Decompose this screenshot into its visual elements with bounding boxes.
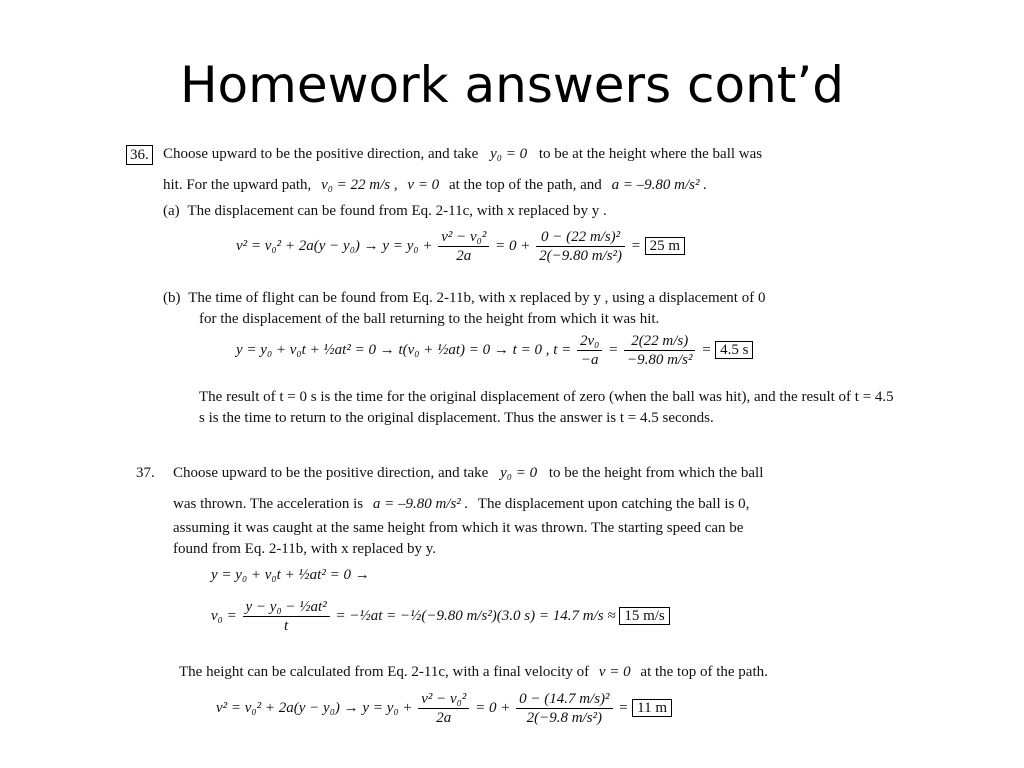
p36-line1a: Choose upward to be the positive direction, and take (163, 146, 479, 162)
p36-line2-eq2: v = 0 (407, 177, 440, 193)
p37-height-text2: at the top of the path. (640, 664, 768, 680)
p36-eq-a-frac1 (438, 228, 489, 265)
p37-eq2-rhs: = −½at = −½(−9.80 m/s²)(3.0 s) = 14.7 m/s ≈ (335, 607, 616, 624)
p37-eq3-frac1-num: v² − v₀² (418, 690, 469, 709)
p37-line4: found from Eq. 2-11b, with x replaced by y. (173, 541, 436, 557)
p36-eq-a-frac2-den: 2(−9.80 m/s²) (539, 248, 623, 264)
p36-line2b: at the top of the path, and (448, 177, 602, 193)
p36-eq-b-frac1-den: −a (580, 352, 599, 368)
p37-eq3-frac2 (516, 690, 612, 727)
p36-b-label: (b) (163, 290, 181, 306)
p37-line1-eq: y₀ = 0 (500, 465, 538, 481)
p36-eq-b-part1: y = y₀ + v₀t + ½at² = 0 → t(v₀ + ½at) = 0 → t = 0 , t = (236, 341, 572, 358)
p37-eq3 (216, 690, 672, 727)
p36-part-a (163, 202, 607, 220)
p37-eq3-frac2-den: 2(−9.8 m/s²) (526, 710, 603, 726)
p37-eq1: y = y₀ + v₀t + ½at² = 0 → (211, 567, 370, 583)
p37-height-eq: v = 0 (598, 664, 631, 680)
p37-eq2 (211, 598, 670, 635)
p37-eq3-part3: = (618, 699, 629, 716)
p36-eq-a-frac2 (536, 228, 625, 265)
p36-eq-a-frac1-num: v² − v₀² (438, 228, 489, 247)
p36-a-text: The displacement can be found from Eq. 2-11c, with x replaced by y . (187, 203, 607, 219)
p36-b-text2: for the displacement of the ball returning to the height from which it was hit. (199, 311, 660, 327)
p36-eq-b-part2: = (608, 341, 619, 358)
p36-line2a: hit. For the upward path, (163, 177, 312, 193)
p36-eq-b-frac2-num: 2(22 m/s) (624, 332, 695, 351)
p36-line1 (163, 145, 762, 163)
p36-eq-a-frac1-den: 2a (456, 248, 472, 264)
problem-36-number: 36. (126, 145, 153, 165)
p37-eq3-frac1-den: 2a (436, 710, 452, 726)
p37-eq2-frac (243, 598, 330, 635)
p37-eq3-part1: v² = v₀² + 2a(y − y₀) → y = y₀ + (216, 699, 413, 716)
p36-eq-b-frac1 (577, 332, 602, 369)
p37-line2a: was thrown. The acceleration is (173, 496, 364, 512)
p36-answer-a: 25 m (645, 237, 685, 255)
p37-line1 (173, 464, 763, 482)
slide-title: Homework answers cont’d (179, 56, 845, 114)
p37-answer-height: 11 m (632, 699, 672, 717)
p36-line1-eq: y₀ = 0 (490, 146, 528, 162)
p36-line2-eq3: a = –9.80 m/s² . (611, 177, 708, 193)
p36-eq-a-part2: = 0 + (495, 237, 531, 254)
p37-eq2-frac-den: t (284, 618, 289, 634)
p36-a-label: (a) (163, 203, 180, 219)
p36-eq-a (236, 228, 685, 265)
p37-line2-eq: a = –9.80 m/s² . (372, 496, 469, 512)
p37-line1a: Choose upward to be the positive direction, and take (173, 465, 489, 481)
p37-line2 (173, 495, 749, 513)
p36-eq-a-part1: v² = v₀² + 2a(y − y₀) → y = y₀ + (236, 237, 433, 254)
p37-eq3-frac2-num: 0 − (14.7 m/s)² (516, 690, 612, 709)
p37-line3: assuming it was caught at the same height from which it was thrown. The starting speed can be (173, 520, 744, 536)
p36-eq-b (236, 332, 753, 369)
problem-37-number: 37. (136, 465, 155, 481)
p36-eq-b-frac2 (624, 332, 695, 369)
p36-line1b: to be at the height where the ball was (538, 146, 763, 162)
p36-answer-b: 4.5 s (715, 341, 753, 359)
p36-eq-b-frac2-den: −9.80 m/s² (627, 352, 693, 368)
p36-part-b (163, 289, 765, 307)
p36-line2 (163, 176, 707, 194)
p37-line2b: The displacement upon catching the ball is 0, (477, 496, 750, 512)
p36-b-text1: The time of flight can be found from Eq. 2-11b, with x replaced by y , using a displacement of 0 (188, 290, 766, 306)
p37-eq3-frac1 (418, 690, 469, 727)
p37-eq2-frac-num: y − y₀ − ½at² (243, 598, 330, 617)
p36-eq-a-part3: = (630, 237, 641, 254)
p37-line1b: to be the height from which the ball (548, 465, 764, 481)
p37-eq3-part2: = 0 + (475, 699, 511, 716)
p36-eq-a-frac2-num: 0 − (22 m/s)² (536, 228, 625, 247)
p37-eq2-lhs: v₀ = (211, 607, 237, 624)
p37-height-text1: The height can be calculated from Eq. 2-11c, with a final velocity of (179, 664, 590, 680)
p36-result-text: The result of t = 0 s is the time for the original displacement of zero (when the ball was hit), and the result of t = 4.5 s is the time to return to the original displacement. Thus the answer is t = 4.5 seconds. (199, 389, 894, 426)
p36-eq-b-part3: = (701, 341, 712, 358)
p36-line2-eq1: v₀ = 22 m/s , (321, 177, 398, 193)
p36-eq-b-frac1-num: 2v₀ (577, 332, 602, 351)
p37-answer-velocity: 15 m/s (619, 607, 669, 625)
p37-height-line (179, 663, 768, 681)
